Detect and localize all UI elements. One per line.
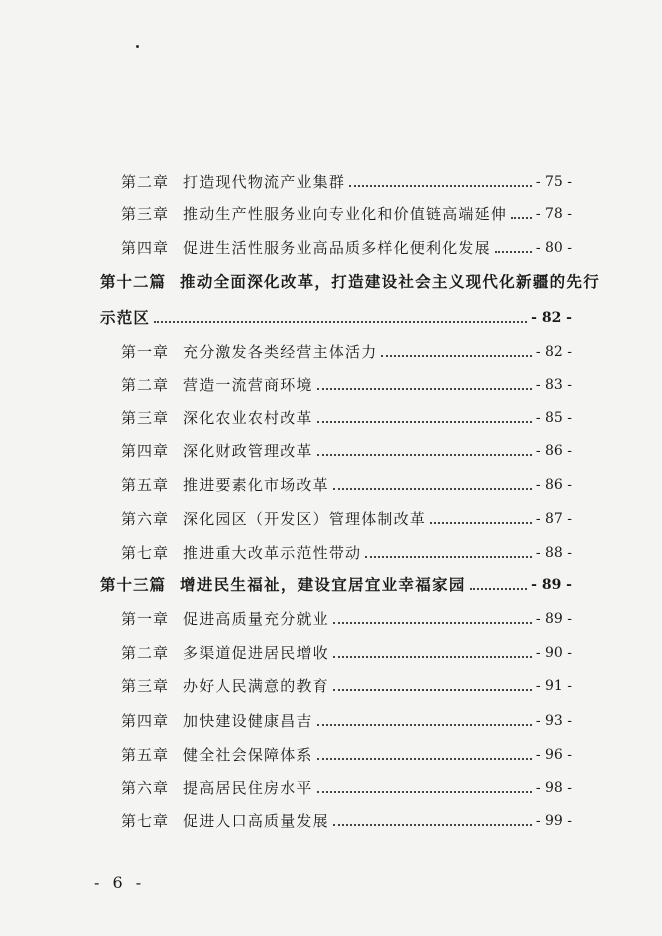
page-number: - 86 - bbox=[535, 443, 572, 459]
dot-leader bbox=[333, 488, 532, 490]
dot-leader bbox=[333, 824, 532, 826]
page-number: - 83 - bbox=[535, 377, 572, 393]
toc-entry[interactable] bbox=[121, 805, 572, 831]
chapter-number: 第三章 bbox=[121, 409, 170, 427]
dot-leader bbox=[317, 791, 532, 793]
chapter-title: 充分激发各类经营主体活力 bbox=[183, 343, 378, 361]
chapter-number: 第六章 bbox=[121, 779, 170, 797]
dot-leader bbox=[317, 724, 532, 726]
toc-entry[interactable] bbox=[121, 232, 572, 258]
page-number: - 82 - bbox=[531, 310, 572, 326]
chapter-title: 促进生活性服务业高品质多样化便利化发展 bbox=[183, 239, 491, 257]
toc-entry[interactable] bbox=[121, 705, 572, 731]
toc-entry[interactable] bbox=[121, 402, 572, 428]
dot-leader bbox=[317, 421, 532, 423]
dot-leader bbox=[365, 556, 532, 558]
chapter-title: 加快建设健康昌吉 bbox=[183, 712, 313, 730]
chapter-number: 第三章 bbox=[121, 677, 170, 695]
chapter-title: 多渠道促进居民增收 bbox=[183, 644, 329, 662]
page-number: - 86 - bbox=[535, 477, 572, 493]
page-number: - 93 - bbox=[535, 713, 572, 729]
page-number: - 96 - bbox=[535, 747, 572, 763]
chapter-number: 第二章 bbox=[121, 376, 170, 394]
toc-part-continuation[interactable] bbox=[100, 302, 572, 328]
page-number: - 89 - bbox=[531, 577, 572, 593]
chapter-title: 提高居民住房水平 bbox=[183, 779, 313, 797]
chapter-title: 打造现代物流产业集群 bbox=[183, 173, 346, 191]
toc-part-entry[interactable] bbox=[100, 569, 572, 595]
dot-leader bbox=[317, 454, 532, 456]
chapter-number: 第一章 bbox=[121, 610, 170, 628]
page-number: - 80 - bbox=[535, 240, 572, 256]
toc-entry[interactable] bbox=[121, 637, 572, 663]
chapter-number: 第二章 bbox=[121, 173, 170, 191]
page-number: - 85 - bbox=[535, 410, 572, 426]
dot-leader bbox=[511, 217, 532, 219]
chapter-number: 第一章 bbox=[121, 343, 170, 361]
dot-leader bbox=[333, 622, 532, 624]
dot-leader bbox=[154, 321, 527, 323]
chapter-title: 促进人口高质量发展 bbox=[183, 812, 329, 830]
chapter-title: 办好人民满意的教育 bbox=[183, 677, 329, 695]
page-number: - 82 - bbox=[535, 344, 572, 360]
page-number: - 78 - bbox=[535, 206, 572, 222]
scan-speck bbox=[136, 45, 139, 48]
dot-leader bbox=[381, 355, 531, 357]
page-number: - 89 - bbox=[535, 611, 572, 627]
chapter-number: 第六章 bbox=[121, 510, 170, 528]
chapter-number: 第五章 bbox=[121, 476, 170, 494]
chapter-title: 健全社会保障体系 bbox=[183, 746, 313, 764]
dot-leader bbox=[495, 251, 532, 253]
toc-entry[interactable] bbox=[121, 537, 572, 563]
chapter-title: 推进重大改革示范性带动 bbox=[183, 544, 362, 562]
chapter-title: 促进高质量充分就业 bbox=[183, 610, 329, 628]
chapter-number: 第四章 bbox=[121, 712, 170, 730]
dot-leader bbox=[317, 388, 532, 390]
chapter-number: 第四章 bbox=[121, 442, 170, 460]
page-number: - 99 - bbox=[535, 813, 572, 829]
toc-entry[interactable] bbox=[121, 739, 572, 765]
page-number: - 91 - bbox=[535, 678, 572, 694]
page-number: - 90 - bbox=[535, 645, 572, 661]
chapter-number: 第七章 bbox=[121, 812, 170, 830]
toc-entry[interactable] bbox=[121, 198, 572, 224]
toc-entry[interactable] bbox=[121, 772, 572, 798]
dot-leader bbox=[333, 656, 532, 658]
page-number: - 75 - bbox=[535, 174, 572, 190]
toc-entry[interactable] bbox=[121, 166, 572, 192]
chapter-title: 深化财政管理改革 bbox=[183, 442, 313, 460]
dot-leader bbox=[349, 185, 532, 187]
part-title-continued: 示范区 bbox=[100, 308, 151, 327]
toc-entry[interactable] bbox=[121, 369, 572, 395]
chapter-title: 深化农业农村改革 bbox=[183, 409, 313, 427]
toc-entry[interactable] bbox=[121, 336, 572, 362]
chapter-title: 深化园区（开发区）管理体制改革 bbox=[183, 510, 427, 528]
dot-leader bbox=[430, 522, 532, 524]
chapter-title: 营造一流营商环境 bbox=[183, 376, 313, 394]
toc-entry[interactable] bbox=[121, 603, 572, 629]
toc-entry[interactable] bbox=[121, 435, 572, 461]
chapter-number: 第七章 bbox=[121, 544, 170, 562]
part-title: 增进民生福祉，建设宜居宜业幸福家园 bbox=[180, 575, 466, 594]
page-number: - 87 - bbox=[535, 511, 572, 527]
chapter-title: 推动生产性服务业向专业化和价值链高端延伸 bbox=[183, 205, 508, 223]
toc-entry[interactable] bbox=[121, 503, 572, 529]
chapter-title: 推进要素化市场改革 bbox=[183, 476, 329, 494]
dot-leader bbox=[333, 689, 532, 691]
chapter-number: 第二章 bbox=[121, 644, 170, 662]
page-number: - 88 - bbox=[535, 545, 572, 561]
toc-entry[interactable] bbox=[121, 670, 572, 696]
part-number: 第十三篇 bbox=[100, 575, 167, 594]
part-title: 推动全面深化改革，打造建设社会主义现代化新疆的先行 bbox=[180, 272, 601, 291]
toc-entry[interactable] bbox=[121, 469, 572, 495]
dot-leader bbox=[470, 588, 528, 590]
footer-page-number: - 6 - bbox=[94, 873, 146, 892]
page-number: - 98 - bbox=[535, 780, 572, 796]
chapter-number: 第五章 bbox=[121, 746, 170, 764]
chapter-number: 第四章 bbox=[121, 239, 170, 257]
part-number: 第十二篇 bbox=[100, 272, 167, 291]
dot-leader bbox=[317, 758, 532, 760]
toc-part-entry[interactable] bbox=[100, 266, 601, 292]
chapter-number: 第三章 bbox=[121, 205, 170, 223]
